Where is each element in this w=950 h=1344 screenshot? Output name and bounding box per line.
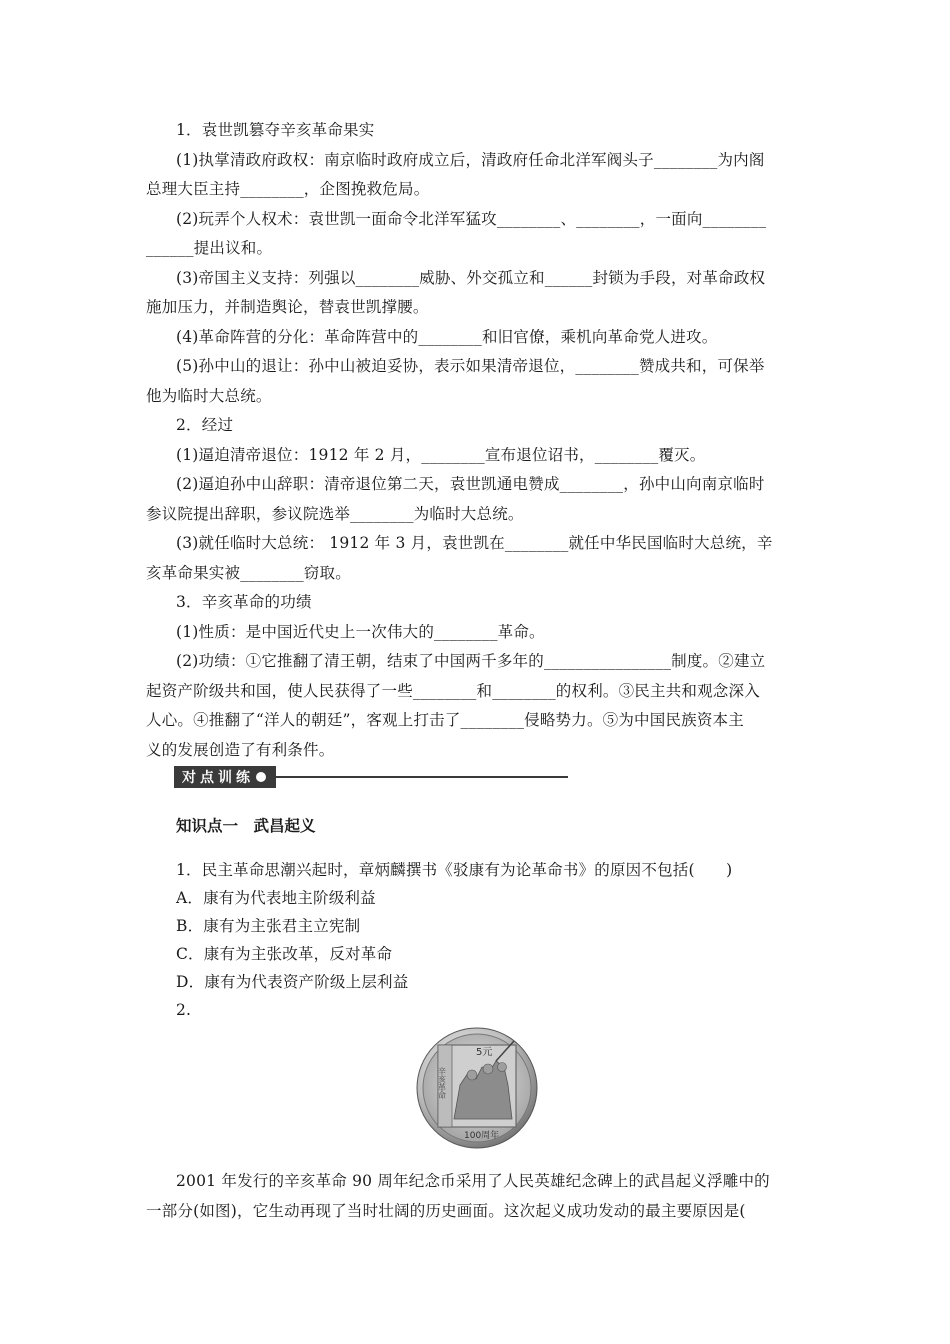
bullet-dot-icon bbox=[256, 772, 266, 782]
summary-text: (3)就任临时大总统： 1912 年 3 月，袁世凯在________就任中华民国临时大总统，辛 bbox=[176, 534, 773, 552]
summary-text: 参议院提出辞职，参议院选举________为临时大总统。 bbox=[146, 505, 524, 523]
commemorative-coin-image bbox=[416, 1027, 538, 1149]
section-divider bbox=[276, 776, 568, 778]
coin-denomination-text: 5元 bbox=[476, 1047, 493, 1058]
summary-heading-2: 2．经过 bbox=[176, 416, 234, 434]
summary-text: 人心。④推翻了“洋人的朝廷”，客观上打击了________侵略势力。⑤为中国民族资本主 bbox=[146, 711, 744, 729]
summary-text: (2)功绩：①它推翻了清王朝，结束了中国两千多年的________________制度。②建立 bbox=[176, 652, 766, 670]
coin-anniversary-text: 100周年 bbox=[464, 1131, 500, 1141]
summary-text: (3)帝国主义支持：列强以________威胁、外交孤立和______封锁为手段，对革命政权 bbox=[176, 269, 766, 287]
summary-heading-3: 3．辛亥革命的功绩 bbox=[176, 593, 312, 611]
summary-text: 义的发展创造了有利条件。 bbox=[146, 741, 335, 759]
summary-heading-1: 1．袁世凯篡夺辛亥革命果实 bbox=[176, 121, 375, 139]
section-label: 对点训练 bbox=[182, 770, 254, 786]
summary-text: (2)逼迫孙中山辞职：清帝退位第二天，袁世凯通电赞成________，孙中山向南京临时 bbox=[176, 475, 765, 493]
section-banner bbox=[174, 765, 568, 789]
summary-text: (1)执掌清政府政权：南京临时政府成立后，清政府任命北洋军阀头子________为内阁 bbox=[176, 151, 765, 169]
question-1-option-c: C．康有为主张改革，反对革命 bbox=[176, 945, 393, 963]
summary-text: ______提出议和。 bbox=[146, 239, 273, 257]
summary-text: 总理大臣主持________，企图挽救危局。 bbox=[146, 180, 430, 198]
question-1-option-d: D．康有为代表资产阶级上层利益 bbox=[176, 973, 409, 991]
summary-text: (1)性质：是中国近代史上一次伟大的________革命。 bbox=[176, 623, 545, 641]
summary-text: (1)逼迫清帝退位：1912 年 2 月，________宣布退位诏书，________覆灭。 bbox=[176, 446, 706, 464]
section-label-box bbox=[174, 766, 276, 788]
question-1-option-b: B．康有为主张君主立宪制 bbox=[176, 917, 361, 935]
summary-text: (5)孙中山的退让：孙中山被迫妥协，表示如果清帝退位，________赞成共和，可保举 bbox=[176, 357, 765, 375]
question-1-option-a: A．康有为代表地主阶级利益 bbox=[176, 889, 376, 907]
knowledge-point-title: 知识点一 武昌起义 bbox=[176, 817, 316, 835]
question-2-stem: 一部分(如图)，它生动再现了当时壮阔的历史画面。这次起义成功发动的最主要原因是( bbox=[146, 1202, 746, 1220]
summary-text: 施加压力，并制造舆论，替袁世凯撑腰。 bbox=[146, 298, 429, 316]
summary-text: (4)革命阵营的分化：革命阵营中的________和旧官僚，乘机向革命党人进攻。 bbox=[176, 328, 718, 346]
summary-text: 起资产阶级共和国，使人民获得了一些________和________的权利。③民主共和观念深入 bbox=[146, 682, 760, 700]
summary-text: 他为临时大总统。 bbox=[146, 387, 272, 405]
summary-text: 亥革命果实被________窃取。 bbox=[146, 564, 351, 582]
question-2-number: 2. bbox=[176, 1001, 192, 1019]
summary-text: (2)玩弄个人权术：袁世凯一面命令北洋军猛攻________、________，一面向________ bbox=[176, 210, 767, 228]
question-2-stem: 2001 年发行的辛亥革命 90 周年纪念币采用了人民英雄纪念碑上的武昌起义浮雕中的 bbox=[176, 1172, 770, 1190]
coin-side-text: 辛亥革命 bbox=[437, 1067, 447, 1099]
question-1-stem: 1．民主革命思潮兴起时，章炳麟撰书《驳康有为论革命书》的原因不包括( ) bbox=[176, 861, 733, 879]
